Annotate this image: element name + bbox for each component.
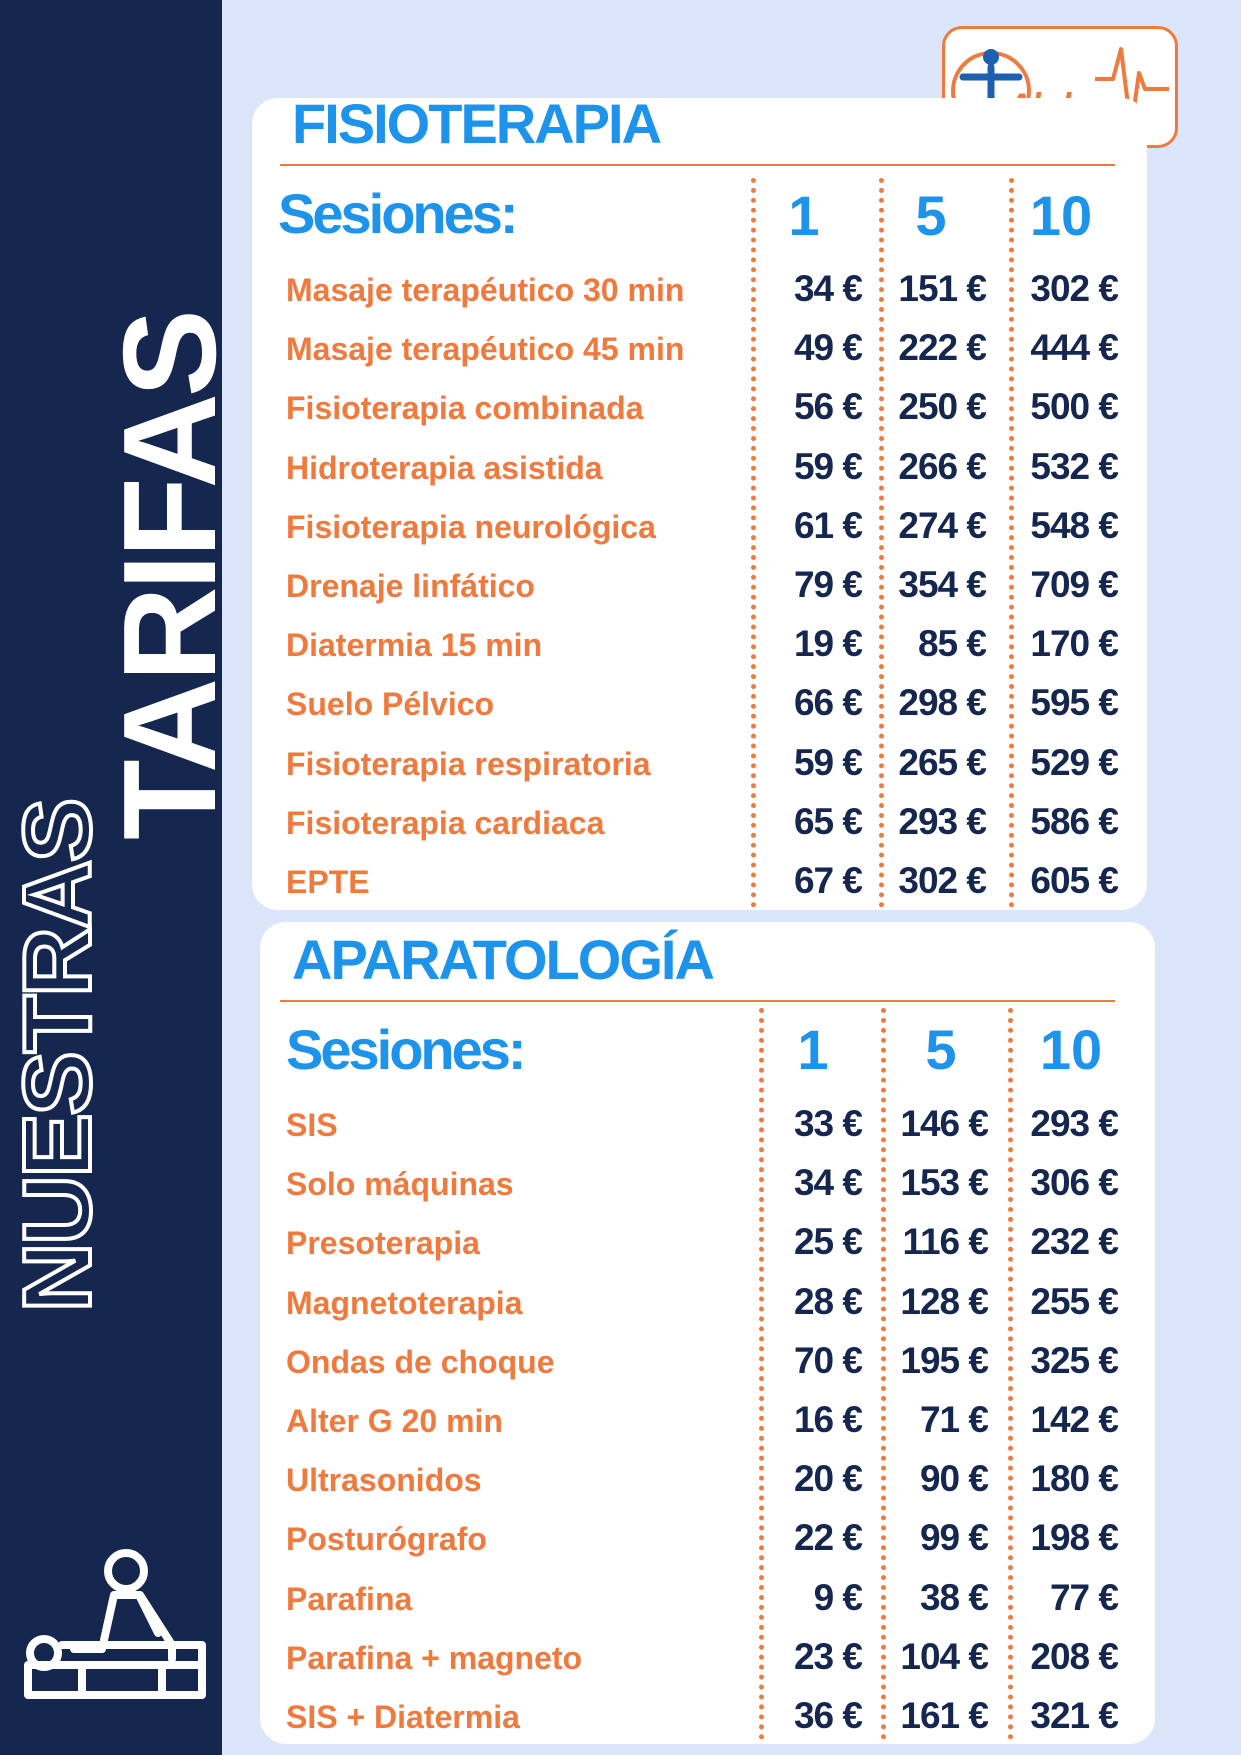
row-label: Drenaje linfático <box>286 568 535 604</box>
aparatologia-title: APARATOLOGÍA <box>292 928 713 991</box>
price-10-sessions: 586 € <box>1030 800 1118 842</box>
price-5-sessions: 71 € <box>919 1399 988 1440</box>
row-label: SIS <box>286 1107 338 1143</box>
price-10-sessions: 325 € <box>1030 1339 1118 1381</box>
price-1-sessions: 23 € <box>793 1635 862 1677</box>
price-5-sessions: 293 € <box>898 800 986 842</box>
price-1-sessions: 33 € <box>793 1103 862 1144</box>
price-1-sessions: 70 € <box>793 1339 862 1381</box>
price-10-sessions: 170 € <box>1030 623 1118 665</box>
price-1-sessions: 19 € <box>793 623 862 665</box>
row-label: Suelo Pélvico <box>286 686 495 723</box>
massage-icon <box>22 1545 208 1705</box>
fisioterapia-title: FISIOTERAPIA <box>292 92 661 155</box>
price-5-sessions: 99 € <box>919 1517 988 1559</box>
price-1-sessions: 22 € <box>793 1517 862 1559</box>
price-5-sessions: 104 € <box>900 1635 988 1677</box>
row-label: Ultrasonidos <box>286 1462 482 1499</box>
price-1-sessions: 9 € <box>813 1576 862 1618</box>
price-5-sessions: 90 € <box>919 1458 988 1500</box>
price-5-sessions: 161 € <box>900 1695 988 1736</box>
price-1-sessions: 59 € <box>793 445 862 487</box>
price-5-sessions: 354 € <box>898 564 986 605</box>
row-label: Masaje terapéutico 30 min <box>286 272 685 308</box>
price-10-sessions: 306 € <box>1030 1162 1118 1204</box>
price-5-sessions: 151 € <box>898 268 986 309</box>
price-5-sessions: 153 € <box>900 1162 988 1204</box>
aparatologia-divider <box>280 1000 1115 1002</box>
price-1-sessions: 34 € <box>793 1162 862 1204</box>
price-10-sessions: 208 € <box>1030 1635 1118 1677</box>
row-label: Parafina + magneto <box>286 1639 583 1676</box>
fisioterapia-col-10: 10 <box>1029 184 1093 247</box>
price-1-sessions: 16 € <box>793 1399 862 1440</box>
price-1-sessions: 61 € <box>793 504 862 546</box>
price-1-sessions: 25 € <box>793 1221 862 1263</box>
price-5-sessions: 116 € <box>902 1221 988 1263</box>
title-tarifas: TARIFAS <box>96 313 243 840</box>
row-label: Posturógrafo <box>286 1521 487 1558</box>
aparatologia-col-5: 5 <box>925 1018 957 1081</box>
price-5-sessions: 38 € <box>919 1576 988 1618</box>
row-label: Presoterapia <box>286 1225 480 1262</box>
row-label: Fisioterapia respiratoria <box>286 745 651 782</box>
row-label: Solo máquinas <box>286 1166 514 1203</box>
row-label: Diatermia 15 min <box>286 627 543 664</box>
price-1-sessions: 67 € <box>793 860 862 901</box>
price-5-sessions: 302 € <box>898 860 986 901</box>
price-1-sessions: 20 € <box>793 1458 862 1500</box>
price-5-sessions: 128 € <box>900 1280 988 1322</box>
fisioterapia-col-5: 5 <box>915 184 947 247</box>
row-label: Magnetoterapia <box>286 1284 523 1321</box>
price-1-sessions: 66 € <box>793 682 862 724</box>
price-10-sessions: 709 € <box>1030 564 1118 605</box>
price-10-sessions: 255 € <box>1030 1280 1118 1322</box>
price-5-sessions: 85 € <box>917 623 986 665</box>
fisioterapia-sesiones-label: Sesiones: <box>278 182 516 245</box>
price-10-sessions: 548 € <box>1030 504 1118 546</box>
row-label: Masaje terapéutico 45 min <box>286 331 685 368</box>
row-label: Fisioterapia neurológica <box>286 508 656 545</box>
price-10-sessions: 77 € <box>1049 1576 1118 1618</box>
row-label: Fisioterapia combinada <box>286 390 644 427</box>
price-1-sessions: 28 € <box>793 1280 862 1322</box>
row-label: Hidroterapia asistida <box>286 449 603 486</box>
row-label: SIS + Diatermia <box>286 1699 520 1735</box>
row-label: Alter G 20 min <box>286 1403 503 1439</box>
price-10-sessions: 605 € <box>1030 860 1118 901</box>
price-1-sessions: 36 € <box>793 1695 862 1736</box>
price-5-sessions: 250 € <box>898 386 986 428</box>
price-10-sessions: 595 € <box>1030 682 1118 724</box>
price-1-sessions: 49 € <box>793 327 862 369</box>
price-1-sessions: 34 € <box>793 268 862 309</box>
price-10-sessions: 180 € <box>1030 1458 1118 1500</box>
fisioterapia-divider <box>280 164 1115 166</box>
sidebar <box>0 0 243 1755</box>
fisioterapia-col-1: 1 <box>788 184 820 247</box>
price-1-sessions: 56 € <box>793 386 862 428</box>
price-10-sessions: 444 € <box>1030 327 1118 369</box>
price-1-sessions: 59 € <box>793 741 862 783</box>
price-10-sessions: 500 € <box>1030 386 1118 428</box>
price-10-sessions: 321 € <box>1030 1695 1118 1736</box>
price-5-sessions: 222 € <box>898 327 986 369</box>
price-1-sessions: 65 € <box>793 800 862 842</box>
price-10-sessions: 529 € <box>1030 741 1118 783</box>
price-10-sessions: 198 € <box>1030 1517 1118 1559</box>
price-10-sessions: 232 € <box>1030 1221 1118 1263</box>
price-5-sessions: 146 € <box>900 1103 988 1144</box>
price-10-sessions: 293 € <box>1030 1103 1118 1144</box>
price-1-sessions: 79 € <box>793 564 862 605</box>
price-5-sessions: 298 € <box>898 682 986 724</box>
price-5-sessions: 274 € <box>898 504 986 546</box>
title-nuestras: NUESTRAS <box>4 799 111 1312</box>
row-label: Fisioterapia cardiaca <box>286 804 605 841</box>
price-5-sessions: 195 € <box>900 1339 988 1381</box>
price-10-sessions: 302 € <box>1030 268 1118 309</box>
price-5-sessions: 265 € <box>898 741 986 783</box>
price-10-sessions: 532 € <box>1030 445 1118 487</box>
aparatologia-sesiones-label: Sesiones: <box>286 1018 524 1081</box>
row-label: Parafina <box>286 1580 413 1617</box>
aparatologia-col-10: 10 <box>1039 1018 1103 1081</box>
aparatologia-col-1: 1 <box>797 1018 829 1081</box>
price-10-sessions: 142 € <box>1030 1399 1118 1440</box>
row-label: Ondas de choque <box>286 1343 555 1380</box>
price-5-sessions: 266 € <box>898 445 986 487</box>
row-label: EPTE <box>286 864 370 900</box>
